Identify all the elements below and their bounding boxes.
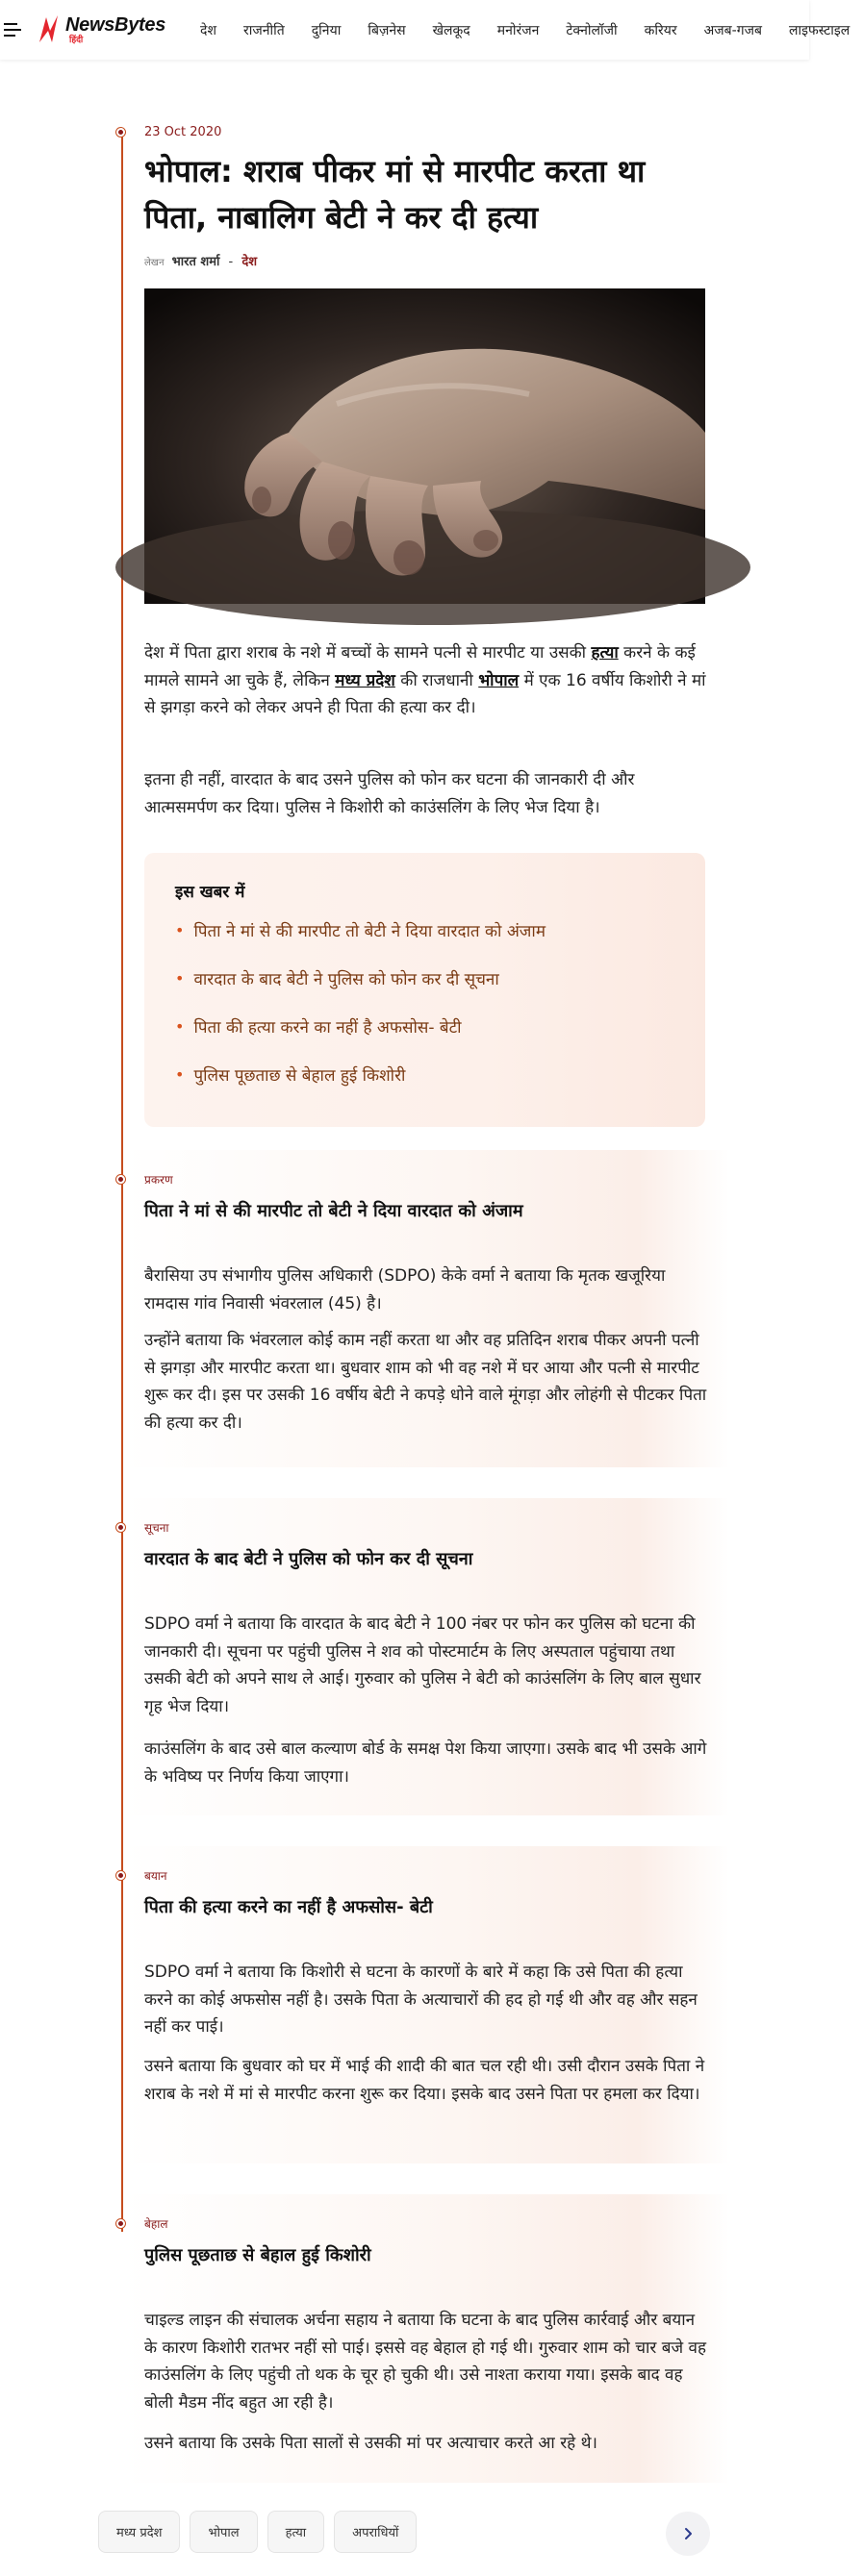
section-paragraph: बैरासिया उप संभागीय पुलिस अधिकारी (SDPO) केके वर्मा ने बताया कि मृतक खजूरिया रामदास गांव निवासी भंवरलाल (45) है। xyxy=(144,1266,666,1313)
nav-item-desh[interactable]: देश xyxy=(200,22,216,38)
nav-item-business[interactable]: बिज़नेस xyxy=(368,22,406,38)
byline-separator: - xyxy=(228,255,234,269)
in-this-news-item[interactable]: • पिता की हत्या करने का नहीं है अफसोस- बेटी xyxy=(175,1017,462,1038)
article-title: भोपाल: शराब पीकर मां से मारपीट करता था पिता, नाबालिग बेटी ने कर दी हत्या xyxy=(144,153,646,236)
section-paragraph: चाइल्ड लाइन की संचालक अर्चना सहाय ने बताया कि घटना के बाद पुलिस कार्रवाई और बयान के कारण किशोरी रातभर नहीं सो पाई। इससे वह बेहाल हो गई थी। गुरुवार शाम को चार बजे वह काउंसलिंग के लिए पहुंची तो थक के चूर हो चुकी थी। उसे नाश्ता कराया गया। इसके बाद वह बोली मैडम नींद बहुत आ रही है। xyxy=(144,2311,706,2413)
section-paragraph: उसने बताया कि बुधवार को घर में भाई की शादी की बात चल रही थी। उसी दौरान उसके पिता ने शराब के नशे में मां से मारपीट करना शुरू कर दिया। इसके बाद उसने पिता पर हमला कर दिया। xyxy=(144,2057,705,2104)
nav-item-career[interactable]: करियर xyxy=(644,22,677,38)
section-heading: पिता ने मां से की मारपीट तो बेटी ने दिया वारदात को अंजाम xyxy=(144,1201,523,1221)
section-tag: बेहाल xyxy=(144,2217,168,2231)
timeline-dot xyxy=(116,128,125,137)
newsbytes-logo-icon xyxy=(37,13,62,46)
nav-item-rajneeti[interactable]: राजनीति xyxy=(243,22,285,38)
in-this-news-item[interactable]: • पुलिस पूछताछ से बेहाल हुई किशोरी xyxy=(175,1065,406,1086)
in-this-news-title: इस खबर में xyxy=(175,883,245,902)
section-paragraph: उन्होंने बताया कि भंवरलाल कोई काम नहीं करता था और वह प्रतिदिन शराब पीकर अपनी पत्नी से झगड़ा और मारपीट करता था। बुधवार शाम को भी वह नशे में घर आया और पत्नी से मारपीट शुरू कर दी। इस पर उसकी 16 वर्षीय बेटी ने कपड़े धोने वाले मूंगड़ा और लोहंगी से पीटकर पिता की हत्या कर दी। xyxy=(144,1331,707,1433)
nav-item-ajab-gajab[interactable]: अजब-गजब xyxy=(703,22,762,38)
nav-item-technology[interactable]: टेक्नोलॉजी xyxy=(566,22,618,38)
byline-label: लेखन xyxy=(144,258,165,268)
article-date: 23 Oct 2020 xyxy=(144,125,222,139)
nav-item-lifestyle[interactable]: लाइफस्टाइल xyxy=(789,22,850,38)
in-this-news-box xyxy=(144,853,705,1127)
link-bhopal[interactable]: भोपाल xyxy=(478,670,520,690)
chevron-right-icon xyxy=(681,2527,695,2540)
section-tag: सूचना xyxy=(144,1521,169,1535)
section-paragraph: SDPO वर्मा ने बताया कि किशोरी से घटना के कारणों के बारे में कहा कि उसे पिता की हत्या करने का कोई अफसोस नहीं है। उसके पिता के अत्याचारों की हद हो गई थी और वह और सहन नहीं कर पाई। xyxy=(144,1963,698,2037)
section-heading: वारदात के बाद बेटी ने पुलिस को फोन कर दी सूचना xyxy=(144,1549,473,1569)
hero-image xyxy=(144,288,705,604)
nav-item-khelkood[interactable]: खेलकूद xyxy=(432,22,470,38)
section-tag: बयान xyxy=(144,1869,167,1883)
tag-list xyxy=(98,2511,417,2553)
timeline-dot xyxy=(116,2219,125,2228)
tag-apradhiyon[interactable]: अपराधियों xyxy=(334,2511,417,2553)
link-madhya-pradesh[interactable]: मध्य प्रदेश xyxy=(335,670,395,690)
tags-next-button[interactable] xyxy=(666,2512,710,2556)
timeline-dot xyxy=(116,1871,125,1880)
category-link[interactable]: देश xyxy=(241,255,258,269)
menu-icon[interactable] xyxy=(0,0,21,60)
in-this-news-item[interactable]: • वारदात के बाद बेटी ने पुलिस को फोन कर दी सूचना xyxy=(175,969,499,989)
section-tag: प्रकरण xyxy=(144,1173,173,1187)
section-paragraph: काउंसलिंग के बाद उसे बाल कल्याण बोर्ड के समक्ष पेश किया जाएगा। उसके बाद भी उसके आगे के भविष्य पर निर्णय किया जाएगा। xyxy=(144,1739,707,1787)
tag-bhopal[interactable]: भोपाल xyxy=(190,2511,257,2553)
site-header xyxy=(0,0,850,60)
link-hatya[interactable]: हत्या xyxy=(591,643,619,663)
tag-madhya-pradesh[interactable]: मध्य प्रदेश xyxy=(98,2511,180,2553)
nav-item-duniya[interactable]: दुनिया xyxy=(311,22,342,38)
author-link[interactable]: भारत शर्मा xyxy=(171,255,220,269)
nav-item-manoranjan[interactable]: मनोरंजन xyxy=(496,22,540,38)
main-nav xyxy=(187,21,863,39)
tag-hatya[interactable]: हत्या xyxy=(267,2511,325,2553)
intro-paragraph-2: इतना ही नहीं, वारदात के बाद उसने पुलिस को फोन कर घटना की जानकारी दी और आत्मसमर्पण कर दिया। पुलिस ने किशोरी को काउंसलिंग के लिए भेज दिया है। xyxy=(144,770,635,817)
timeline-dot xyxy=(116,1523,125,1532)
section-heading: पिता की हत्या करने का नहीं है अफसोस- बेटी xyxy=(144,1897,433,1917)
in-this-news-item[interactable]: • पिता ने मां से की मारपीट तो बेटी ने दिया वारदात को अंजाम xyxy=(175,921,546,941)
section-paragraph: SDPO वर्मा ने बताया कि वारदात के बाद बेटी ने 100 नंबर पर फोन कर पुलिस को घटना की जानकारी दी। सूचना पर पहुंची पुलिस ने शव को पोस्टमार्टम के लिए अस्पताल पहुंचाया तथा उसकी बेटी को अपने साथ ले आई। गुरुवार को पुलिस ने बेटी को काउंसलिंग के लिए बाल सुधार गृह भेज दिया। xyxy=(144,1614,701,1716)
intro-paragraph-1: देश में पिता द्वारा शराब के नशे में बच्चों के सामने पत्नी से मारपीट या उसकी हत्या करने के कई मामले सामने आ चुके हैं, लेकिन मध्य प्रदेश की राजधानी भोपाल में एक 16 वर्षीय किशोरी ने मां से झगड़ा करने को लेकर अपने ही पिता की हत्या कर दी। xyxy=(144,643,706,717)
logo-name: NewsBytes xyxy=(65,13,166,36)
section-paragraph: उसने बताया कि उसके पिता सालों से उसकी मां पर अत्याचार करते आ रहे थे। xyxy=(144,2434,597,2453)
section-heading: पुलिस पूछताछ से बेहाल हुई किशोरी xyxy=(144,2245,371,2265)
site-logo[interactable] xyxy=(37,13,165,46)
timeline-dot xyxy=(116,1175,125,1184)
byline xyxy=(144,252,257,269)
logo-sub: हिंदी xyxy=(69,35,84,45)
